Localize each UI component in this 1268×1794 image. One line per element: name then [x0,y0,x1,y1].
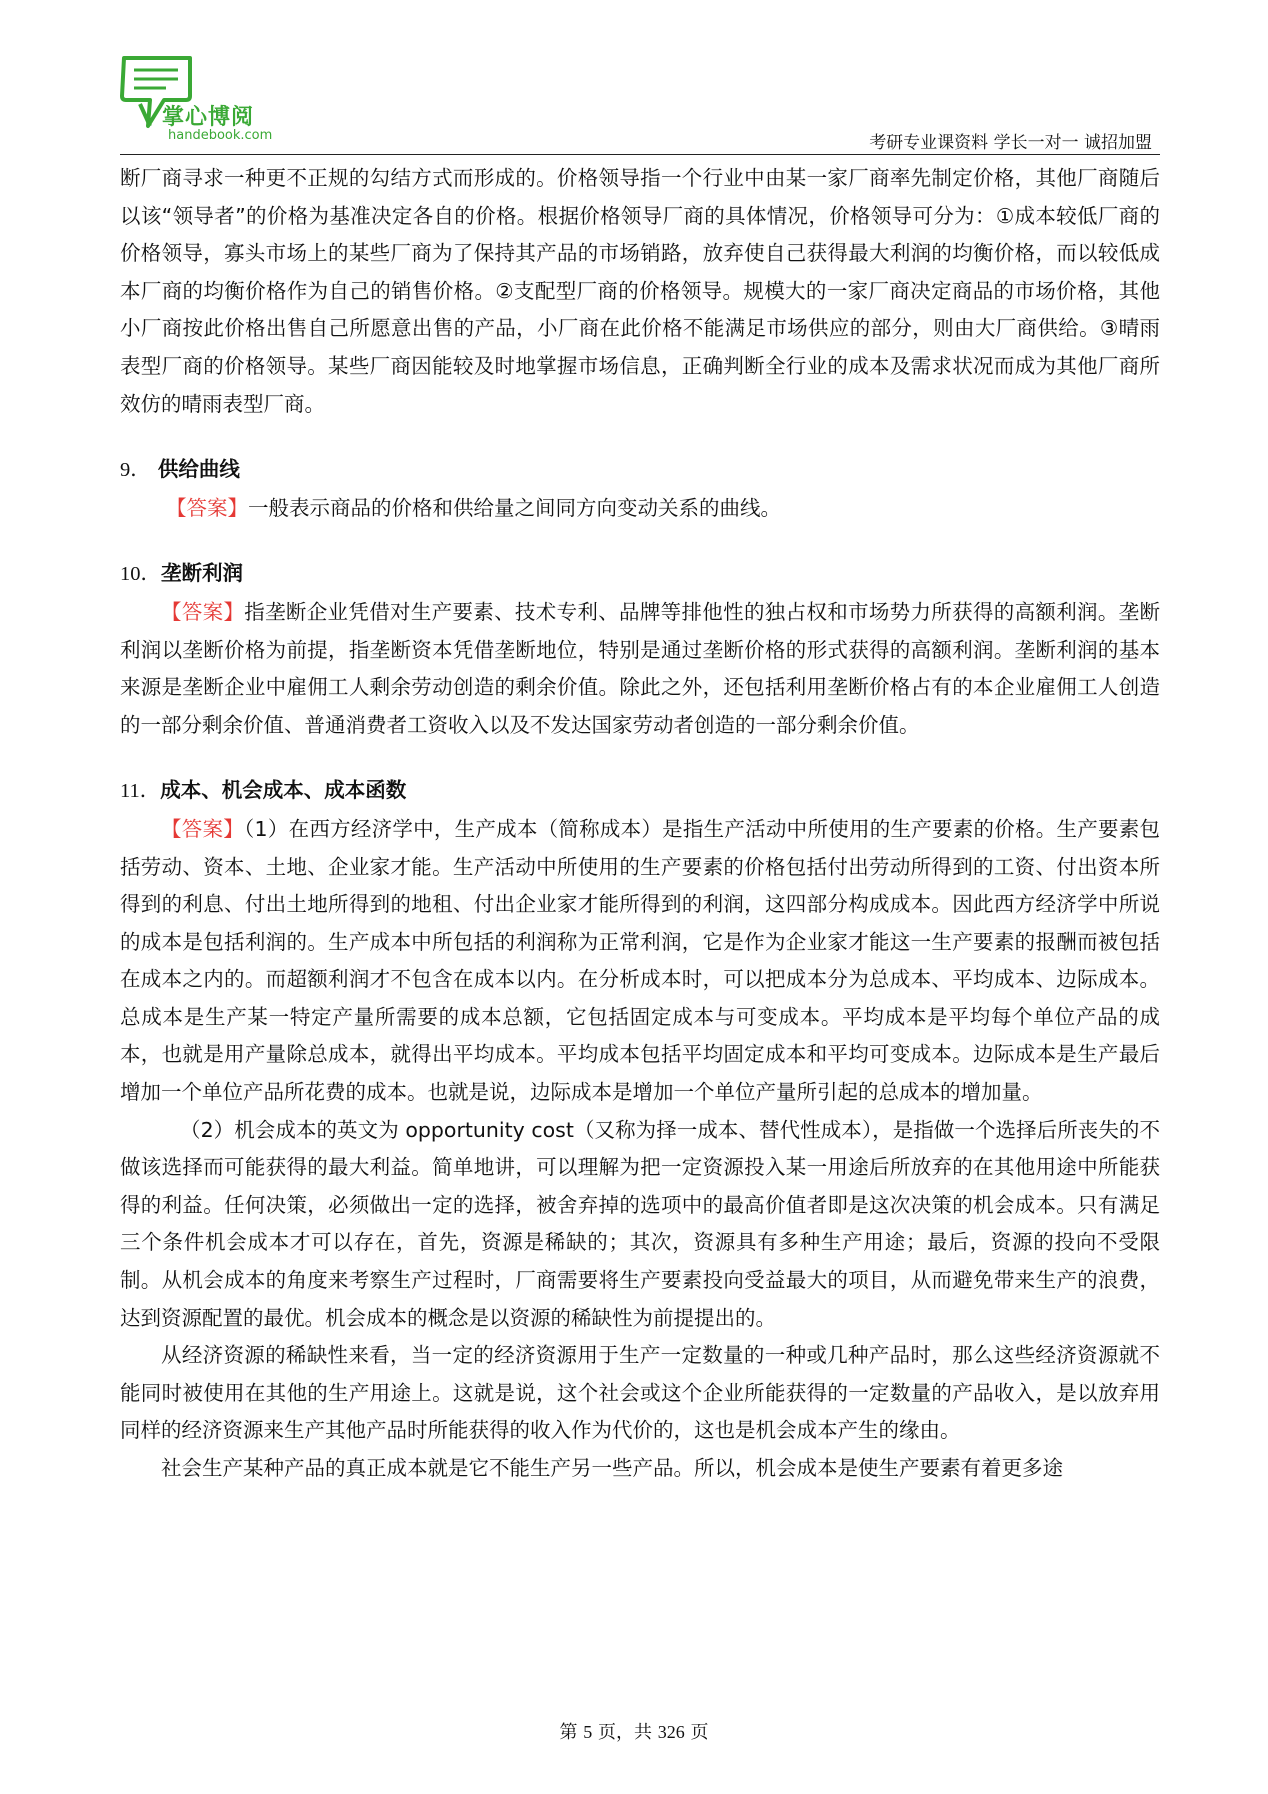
question-title: 供给曲线 [157,457,240,482]
question-11-heading [120,772,1160,811]
answer-text: （1）在西方经济学中，生产成本（简称成本）是指生产活动中所使用的生产要素的价格。生产要素包括劳动、资本、土地、企业家才能。生产活动中所使用的生产要素的价格包括付出劳动所得到的工资、付出资本所得到的利息、付出土地所得到的地租、付出企业家才能所得到的利润，这四部分构成成本。因此西方经济学中所说的成本是包括利润的。生产成本中所包括的利润称为正常利润，它是作为企业家才能这一生产要素的报酬而被包括在成本之内的。而超额利润才不包含在成本以内。在分析成本时，可以把成本分为总成本、平均成本、边际成本。总成本是生产某一特定产量所需要的成本总额，它包括固定成本与可变成本。平均成本是平均每个单位产品的成本，也就是用产量除总成本，就得出平均成本。平均成本包括平均固定成本和平均可变成本。边际成本是生产最后增加一个单位产品所花费的成本。也就是说，边际成本是增加一个单位产量所引起的总成本的增加量。 [120,816,1161,1105]
question-9-answer [120,490,1160,528]
continued-paragraph: 断厂商寻求一种更不正规的勾结方式而形成的。价格领导指一个行业中由某一家厂商率先制定价格，其他厂商随后以该“领导者”的价格为基准决定各自的价格。根据价格领导厂商的具体情况，价格领导可分为：①成本较低厂商的价格领导，寡头市场上的某些厂商为了保持其产品的市场销路，放弃使自己获得最大利润的均衡价格，而以较低成本厂商的均衡价格作为自己的销售价格。②支配型厂商的价格领导。规模大的一家厂商决定商品的市场价格，其他小厂商按此价格出售自己所愿意出售的产品，小厂商在此价格不能满足市场供应的部分，则由大厂商供给。③晴雨表型厂商的价格领导。某些厂商因能较及时地掌握市场信息，正确判断全行业的成本及需求状况而成为其他厂商所效仿的晴雨表型厂商。 [120,166,1160,416]
answer-text: 指垄断企业凭借对生产要素、技术专利、品牌等排他性的独占权和市场势力所获得的高额利润。垄断利润以垄断价格为前提，指垄断资本凭借垄断地位，特别是通过垄断价格的形式获得的高额利润。垄断利润的基本来源是垄断企业中雇佣工人剩余劳动创造的剩余价值。除此之外，还包括利用垄断价格占有的本企业雇佣工人创造的一部分剩余价值、普通消费者工资收入以及不发达国家劳动者创造的一部分剩余价值。 [120,599,1161,737]
question-11-answer-part1 [120,811,1160,1112]
current-page-number: 5 [583,1722,593,1742]
logo-domain: handebook.com [168,128,273,143]
question-title: 垄断利润 [161,561,243,586]
question-11-answer-part2: （2）机会成本的英文为 opportunity cost（又称为择一成本、替代性成本），是指做一个选择后所丧失的不做该选择而可能获得的最大利益。简单地讲，可以理解为把一定资源投入某一用途后所放弃的在其他用途中所能获得的利益。任何决策，必须做出一定的选择，被舍弃掉的选项中的最高价值者即是这次决策的机会成本。只有满足三个条件机会成本才可以存在，首先，资源是稀缺的；其次，资源具有多种生产用途；最后，资源的投向不受限制。从机会成本的角度来考察生产过程时，厂商需要将生产要素投向受益最大的项目，从而避免带来生产的浪费，达到资源配置的最优。机会成本的概念是以资源的稀缺性为前提提出的。 [120,1117,1160,1330]
question-number: 10． [120,563,161,586]
header-divider [120,154,1160,155]
answer-tag: 【答案】 [161,599,245,624]
answer-tag: 【答案】 [161,816,245,841]
page-footer [0,1718,1268,1744]
question-10-answer [120,594,1160,744]
question-9-heading [120,451,1160,490]
page-content [120,160,1160,1488]
answer-tag: 【答案】 [166,495,248,520]
logo-chinese-name: 掌心博阅 [162,105,255,130]
answer-text: 一般表示商品的价格和供给量之间同方向变动关系的曲线。 [248,495,781,520]
footer-prefix: 第 [559,1722,584,1743]
footer-middle: 页，共 [592,1722,658,1743]
question-number: 11． [120,780,161,803]
page-header [120,56,1160,154]
question-11-paragraph-4: 社会生产某种产品的真正成本就是它不能生产另一些产品。所以，机会成本是使生产要素有着更多途 [161,1456,1063,1480]
question-number: 9． [120,459,151,482]
footer-suffix: 页 [684,1722,709,1743]
question-10-heading [120,555,1160,594]
handebook-logo [120,56,380,146]
question-11-paragraph-3: 从经济资源的稀缺性来看，当一定的经济资源用于生产一定数量的一种或几种产品时，那么这些经济资源就不能同时被使用在其他的生产用途上。这就是说，这个社会或这个企业所能获得的一定数量的产品收入，是以放弃用同样的经济资源来生产其他产品时所能获得的收入作为代价的，这也是机会成本产生的缘由。 [120,1343,1160,1443]
question-title: 成本、机会成本、成本函数 [160,778,407,803]
total-page-count: 326 [657,1722,685,1742]
header-tagline: 考研专业课资料 学长一对一 诚招加盟 [869,133,1152,153]
